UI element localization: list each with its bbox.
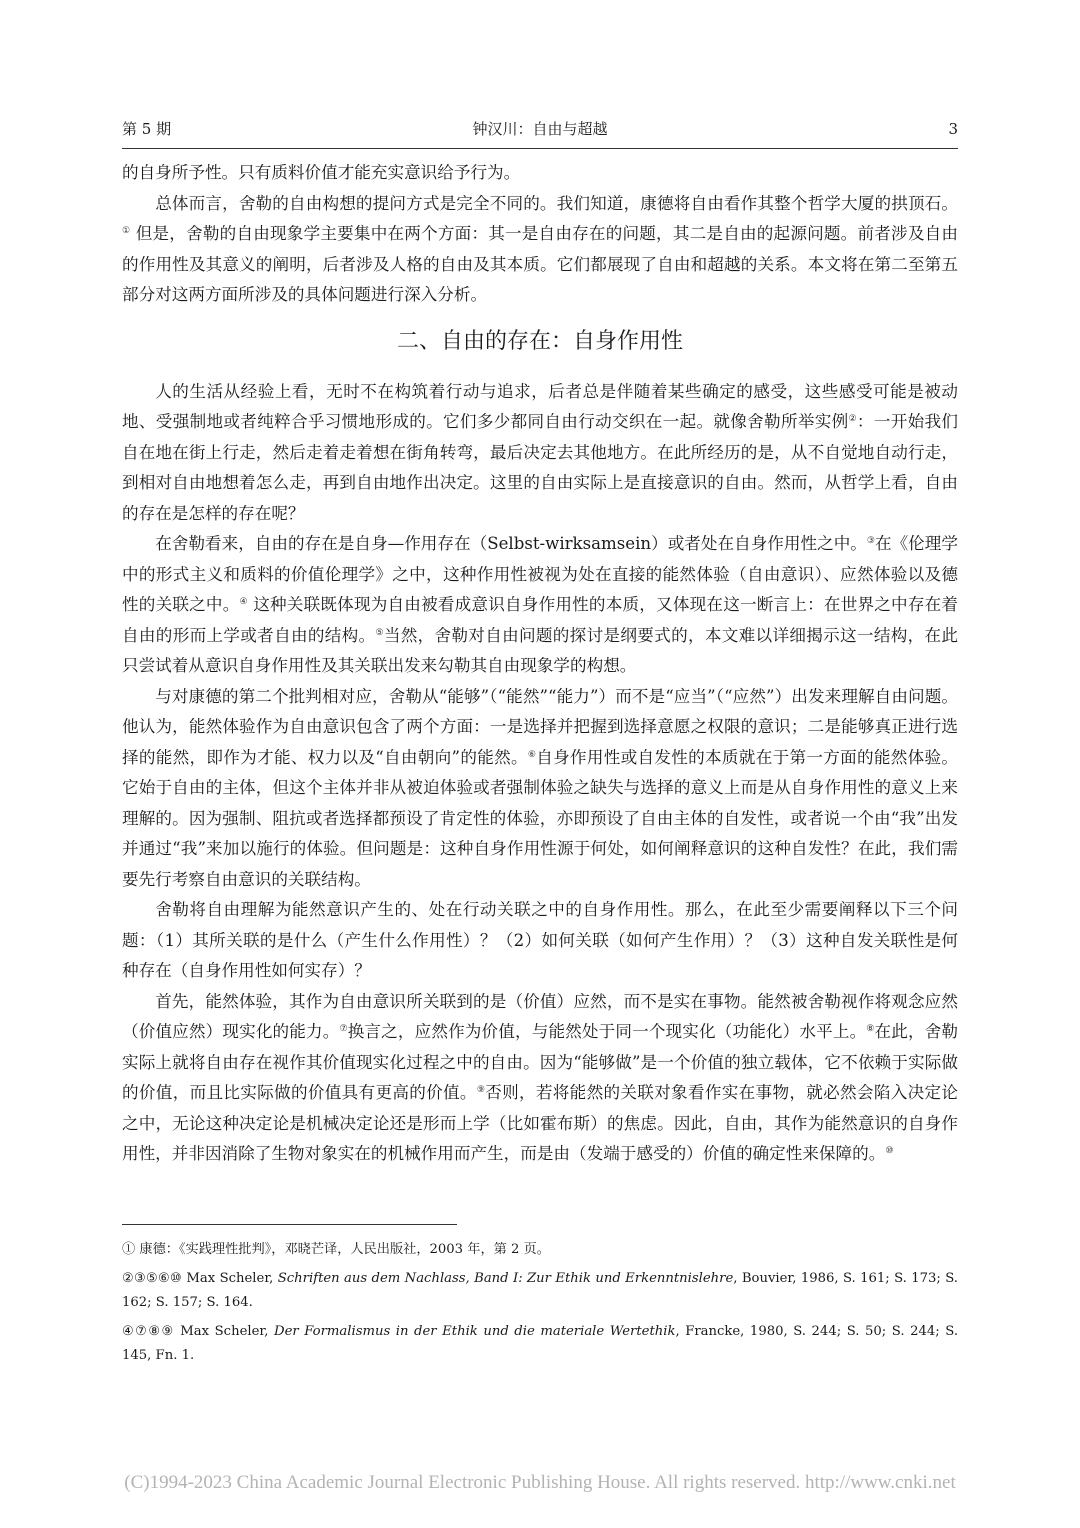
footnote: ②③⑤⑥⑩ Max Scheler, Schriften aus dem Nachlass, Band I: Zur Ethik und Erkenntnislehre, Bouvier, 1986, S. 161; S. 173; S. 162; S. 157; S. 164. [122,1270,958,1310]
paragraph: 与对康德的第二个批判相对应，舍勒从“能够”（“能然”“能力”）而不是“应当”（“应然”）出发来理解自由问题。他认为，能然体验作为自由意识包含了两个方面：一是选择并把握到选择意愿之权限的意识；二是能够真正进行选择的能然，即作为才能、权力以及“自由朝向”的能然。⑥自身作用性或自发性的本质就在于第一方面的能然体验。它始于自由的主体，但这个主体并非从被迫体验或者强制体验之缺失与选择的意义上而是从自身作用性的意义上来理解的。因为强制、阻抗或者选择都预设了肯定性的体验，亦即预设了自由主体的自发性，或者说一个由“我”出发并通过“我”来加以施行的体验。但问题是：这种自身作用性源于何处，如何阐释意识的这种自发性？在此，我们需要先行考察自由意识的关联结构。 [122,686,958,889]
issue-number: 第 5 期 [122,120,172,138]
footnote-ref[interactable]: ⑤ [375,627,384,638]
footnote-mark: ②③⑤⑥⑩ [122,1270,183,1286]
footnote: ① 康德：《实践理性批判》，邓晓芒译，人民出版社，2003 年，第 2 页。 [122,1242,550,1257]
running-title: 钟汉川：自由与超越 [472,120,608,138]
paragraph: 总体而言，舍勒的自由构想的提问方式是完全不同的。我们知道，康德将自由看作其整个哲学大厦的拱顶石。① 但是，舍勒的自由现象学主要集中在两个方面：其一是自由存在的问题，其二是自由的起源问题。前者涉及自由的作用性及其意义的阐明，后者涉及人格的自由及其本质。它们都展现了自由和超越的关系。本文将在第二至第五部分对这两方面所涉及的具体问题进行深入分析。 [122,193,958,304]
paragraph: 首先，能然体验，其作为自由意识所关联到的是（价值）应然，而不是实在事物。能然被舍勒视作将观念应然（价值应然）现实化的能力。⑦换言之，应然作为价值，与能然处于同一个现实化（功能化）水平上。⑧在此，舍勒实际上就将自由存在视作其价值现实化过程之中的自由。因为“能够做”是一个价值的独立载体，它不依赖于实际做的价值，而且比实际做的价值具有更高的价值。⑨否则，若将能然的关联对象看作实在事物，就必然会陷入决定论之中，无论这种决定论是机械决定论还是形而上学（比如霍布斯）的焦虑。因此，自由，其作为能然意识的自身作用性，并非因消除了生物对象实在的机械作用而产生，而是由（发端于感受的）价值的确定性来保障的。⑩ [122,991,959,1163]
footnote-ref[interactable]: ③ [866,536,875,546]
footnote-book-title: Schriften aus dem Nachlass, Band I: Zur Ethik und Erkenntnislehre [277,1270,734,1286]
section-title: 二、自由的存在：自身作用性 [396,328,683,354]
footnote-ref[interactable]: ① [122,226,131,236]
footnote-mark: ① [122,1242,136,1257]
copyright-watermark: (C)1994-2023 China Academic Journal Electronic Publishing House. All rights reserved. http://www.cnki.net [124,1472,956,1493]
footnote-mark: ④⑦⑧⑨ [122,1323,175,1339]
footnote-ref[interactable]: ④ [239,597,248,607]
paragraph: 的自身所予性。只有质料价值才能充实意识给予行为。 [122,163,521,182]
paragraph: 在舍勒看来，自由的存在是自身—作用存在（Selbst-wirksamsein）或者处在自身作用性之中。③在《伦理学中的形式主义和质料的价值伦理学》之中，这种作用性被视为处在直接的能然体验（自由意识）、应然体验以及德性的关联之中。④ 这种关联既体现为自由被看成意识自身作用性的本质，又体现在这一断言上：在世界之中存在着自由的形而上学或者自由的结构。⑤当然，舍勒对自由问题的探讨是纲要式的，本文难以详细揭示这一结构，在此只尝试着从意识自身作用性及其关联出发来勾勒其自由现象学的构想。 [122,534,958,675]
header-rule [122,148,958,149]
footnote-ref[interactable]: ⑩ [885,1146,894,1156]
paragraph: 舍勒将自由理解为能然意识产生的、处在行动关联之中的自身作用性。那么，在此至少需要阐释以下三个问题：（1）其所关联的是什么（产生什么作用性）？（2）如何关联（如何产生作用）？（3）这种自发关联性是何种存在（自身作用性如何实存）？ [122,900,958,980]
page-number: 3 [948,120,958,138]
running-header [122,117,958,141]
footnote-ref[interactable]: ② [848,414,857,424]
footnotes [122,1238,958,1373]
footnote: ④⑦⑧⑨ Max Scheler, Der Formalismus in der Ethik und die materiale Wertethik, Francke, 1980, S. 244; S. 50; S. 244; S. 145, Fn. 1. [122,1323,959,1363]
footnote-ref[interactable]: ⑧ [866,1024,875,1034]
footnote-ref[interactable]: ⑨ [476,1085,486,1095]
paragraph: 人的生活从经验上看，无时不在构筑着行动与追求，后者总是伴随着某些确定的感受，这些感受可能是被动地、受强制地或者纯粹合乎习惯地形成的。它们多少都同自由行动交织在一起。就像舍勒所举实例②：一开始我们自在地在街上行走，然后走着走着想在街角转弯，最后决定去其他地方。在此所经历的是，从不自觉地自动行走，到相对自由地想着怎么走，再到自由地作出决定。这里的自由实际上是直接意识的自由。然而，从哲学上看，自由的存在是怎样的存在呢？ [122,381,958,523]
footnote-ref[interactable]: ⑥ [527,749,537,760]
footnote-ref[interactable]: ⑦ [339,1024,348,1034]
footnote-rule [122,1224,457,1225]
footnote-book-title: Der Formalismus in der Ethik und die materiale Wertethik [274,1323,676,1339]
article-body [122,158,958,1170]
